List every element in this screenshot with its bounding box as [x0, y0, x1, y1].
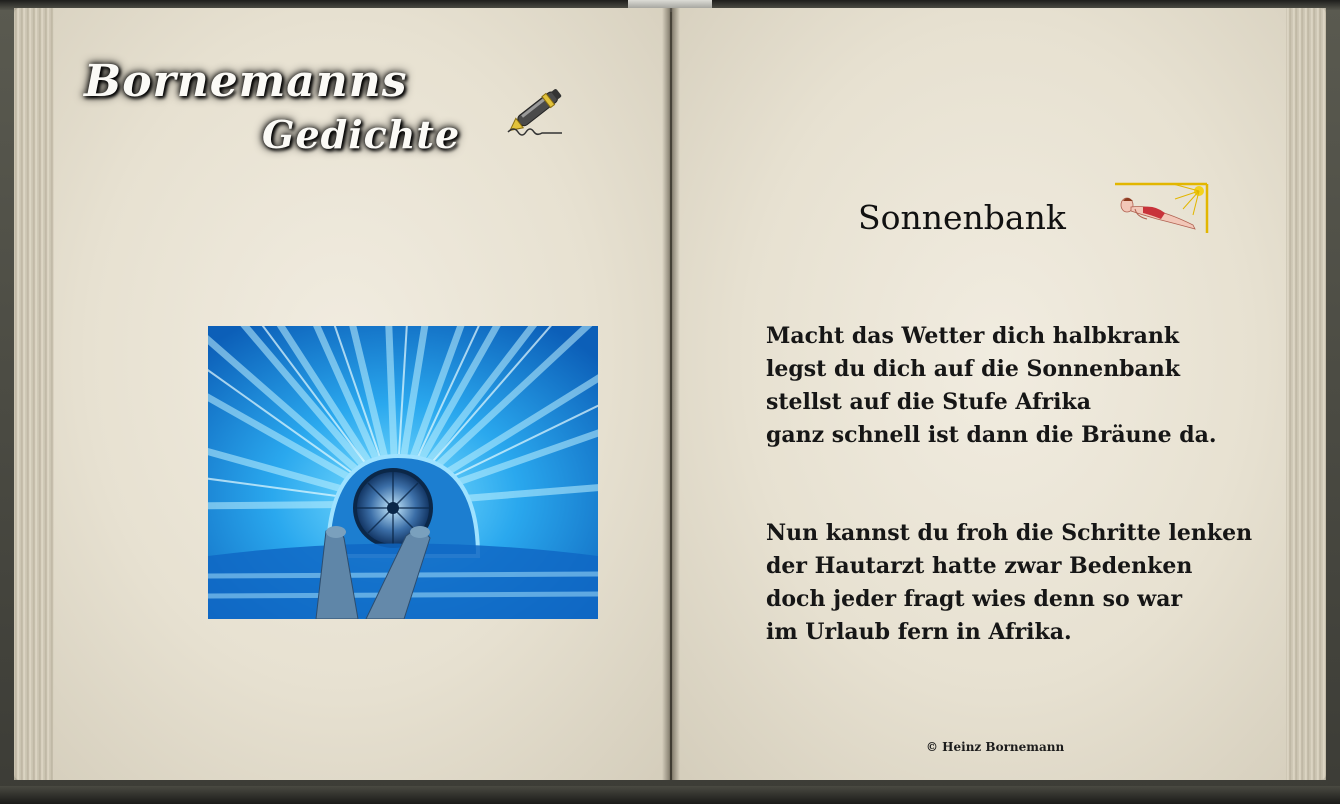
book-cover-bottom — [0, 786, 1340, 804]
fountain-pen-icon — [500, 74, 580, 140]
stanza-1-line-2: legst du dich auf die Sonnenbank — [766, 356, 1180, 382]
stanza-2-line-1: Nun kannst du froh die Schritte lenken — [766, 520, 1253, 546]
sunbed-photo — [208, 326, 598, 619]
logo-title-line2: Gedichte — [262, 112, 461, 157]
stanza-2-line-3: doch jeder fragt wies denn so war — [766, 586, 1183, 612]
stanza-1-line-4: ganz schnell ist dann die Bräune da. — [766, 422, 1217, 448]
stanza-1-line-1: Macht das Wetter dich halbkrank — [766, 323, 1180, 349]
poem-stanza-2 — [766, 517, 1252, 649]
right-page-edges — [1286, 8, 1326, 780]
left-page-edges — [14, 8, 54, 780]
logo-title-line1: Bornemanns — [84, 56, 408, 107]
stanza-2-line-2: der Hautarzt hatte zwar Bedenken — [766, 553, 1193, 579]
stanza-1-line-3: stellst auf die Stufe Afrika — [766, 389, 1091, 415]
poem-title: Sonnenbank — [858, 198, 1066, 237]
book-spine — [662, 8, 680, 780]
poem-stanza-1 — [766, 320, 1217, 452]
sunbathing-woman-icon — [1113, 181, 1211, 235]
copyright-notice: © Heinz Bornemann — [926, 740, 1065, 754]
stanza-2-line-4: im Urlaub fern in Afrika. — [766, 619, 1072, 645]
